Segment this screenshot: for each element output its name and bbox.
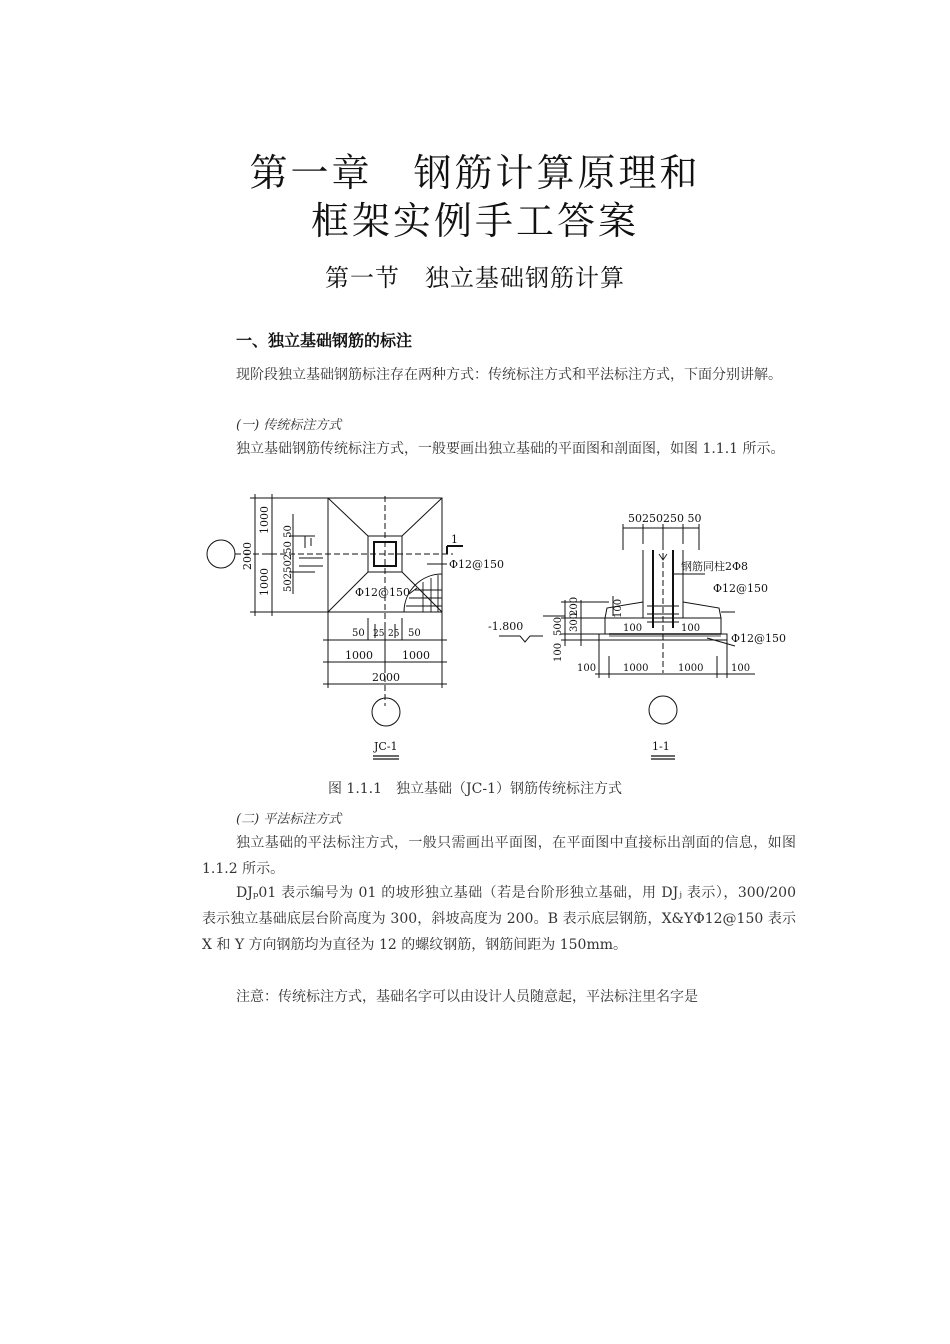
- axis-bubble-bottom: [372, 698, 400, 726]
- heading-annotation: 一、独立基础钢筋的标注: [236, 331, 413, 350]
- plan-rebar-label-right: Φ12@150: [449, 558, 505, 571]
- figure-jc1: [195, 488, 815, 763]
- section-dim-100-vertical: 100: [613, 598, 624, 618]
- plan-dim-2000-vertical: 2000: [241, 542, 254, 570]
- plan-dim-bottom-col-1: 50: [352, 628, 365, 639]
- figure-caption: 图 1.1.1 独立基础（JC-1）钢筋传统标注方式: [327, 781, 623, 797]
- section-label-column-rebar: 钢筋同柱2Φ8: [681, 560, 749, 573]
- section-bottom-dim-4: 100: [731, 663, 751, 674]
- axis-bubble-left: [207, 540, 235, 568]
- section-dim-200: 200: [569, 596, 580, 616]
- section-bottom-dim-1: 100: [577, 663, 597, 674]
- chapter-title-line-2: 框架实例手工答案: [310, 199, 639, 243]
- plan-rebar-label-inner: Φ12@150: [355, 586, 411, 599]
- section-rebar-bottom: Φ12@150: [731, 632, 787, 645]
- section-name: 1-1: [652, 740, 670, 753]
- chapter-title-line-1: 第一章 钢筋计算原理和: [249, 151, 701, 195]
- plan-name: JC-1: [374, 740, 398, 753]
- pingfa-paragraph: 独立基础的平法标注方式，一般只需画出平面图，在平面图中直接标出剖面的信息，如图 1.1.2 所示。: [202, 835, 796, 877]
- section-dim-100-left: 100: [553, 642, 564, 662]
- plan-dim-1000-top: 1000: [258, 506, 271, 534]
- plan-dim-bottom-2000: 2000: [372, 671, 400, 684]
- subhead-traditional: (一) 传统标注方式: [236, 418, 342, 433]
- plan-section-mark: 1: [451, 533, 458, 546]
- plan-dim-bottom-1000-a: 1000: [345, 649, 373, 662]
- section-dim-100-inner-right: 100: [681, 623, 701, 634]
- section-bottom-dim-3: 1000: [678, 663, 704, 674]
- section-dim-100-inner-left: 100: [623, 623, 643, 634]
- figure-drawing: [195, 488, 815, 763]
- traditional-paragraph: 独立基础钢筋传统标注方式，一般要画出独立基础的平面图和剖面图，如图 1.1.1 所示。: [236, 441, 785, 457]
- axis-bubble-section: [649, 696, 677, 724]
- section-rebar-top: Φ12@150: [713, 582, 769, 595]
- dj-explanation-paragraph: DJₚ01 表示编号为 01 的坡形独立基础（若是台阶形独立基础，用 DJⱼ 表示），300/200 表示独立基础底层台阶高度为 300，斜坡高度为 200。B 表示底层钢筋，X&YΦ12@150 表示 X 和 Y 方向钢筋均为直径为 12 的螺纹钢筋，钢筋间距为 150mm。: [202, 885, 796, 953]
- plan-dim-bottom-col-3: 25: [388, 629, 400, 639]
- section-elevation: -1.800: [488, 620, 524, 633]
- section-title: 第一节 独立基础钢筋计算: [325, 264, 625, 292]
- section-bottom-dim-2: 1000: [623, 663, 649, 674]
- section-dim-500: 500: [553, 616, 564, 636]
- plan-dim-bottom-col-4: 50: [408, 628, 421, 639]
- section-dim-top: 50250250 50: [628, 512, 702, 525]
- subhead-pingfa: (二) 平法标注方式: [236, 812, 342, 827]
- plan-dim-1000-lower: 1000: [258, 568, 271, 596]
- note-paragraph: 注意：传统标注方式，基础名字可以由设计人员随意起，平法标注里名字是: [236, 989, 698, 1005]
- plan-dim-column-stack: 50250250 50: [283, 525, 294, 592]
- section-dim-300: 300: [569, 612, 580, 632]
- plan-dim-bottom-col-2: 25: [373, 629, 385, 639]
- intro-paragraph: 现阶段独立基础钢筋标注存在两种方式：传统标注方式和平法标注方式，下面分别讲解。: [236, 367, 782, 383]
- plan-dim-bottom-1000-b: 1000: [402, 649, 430, 662]
